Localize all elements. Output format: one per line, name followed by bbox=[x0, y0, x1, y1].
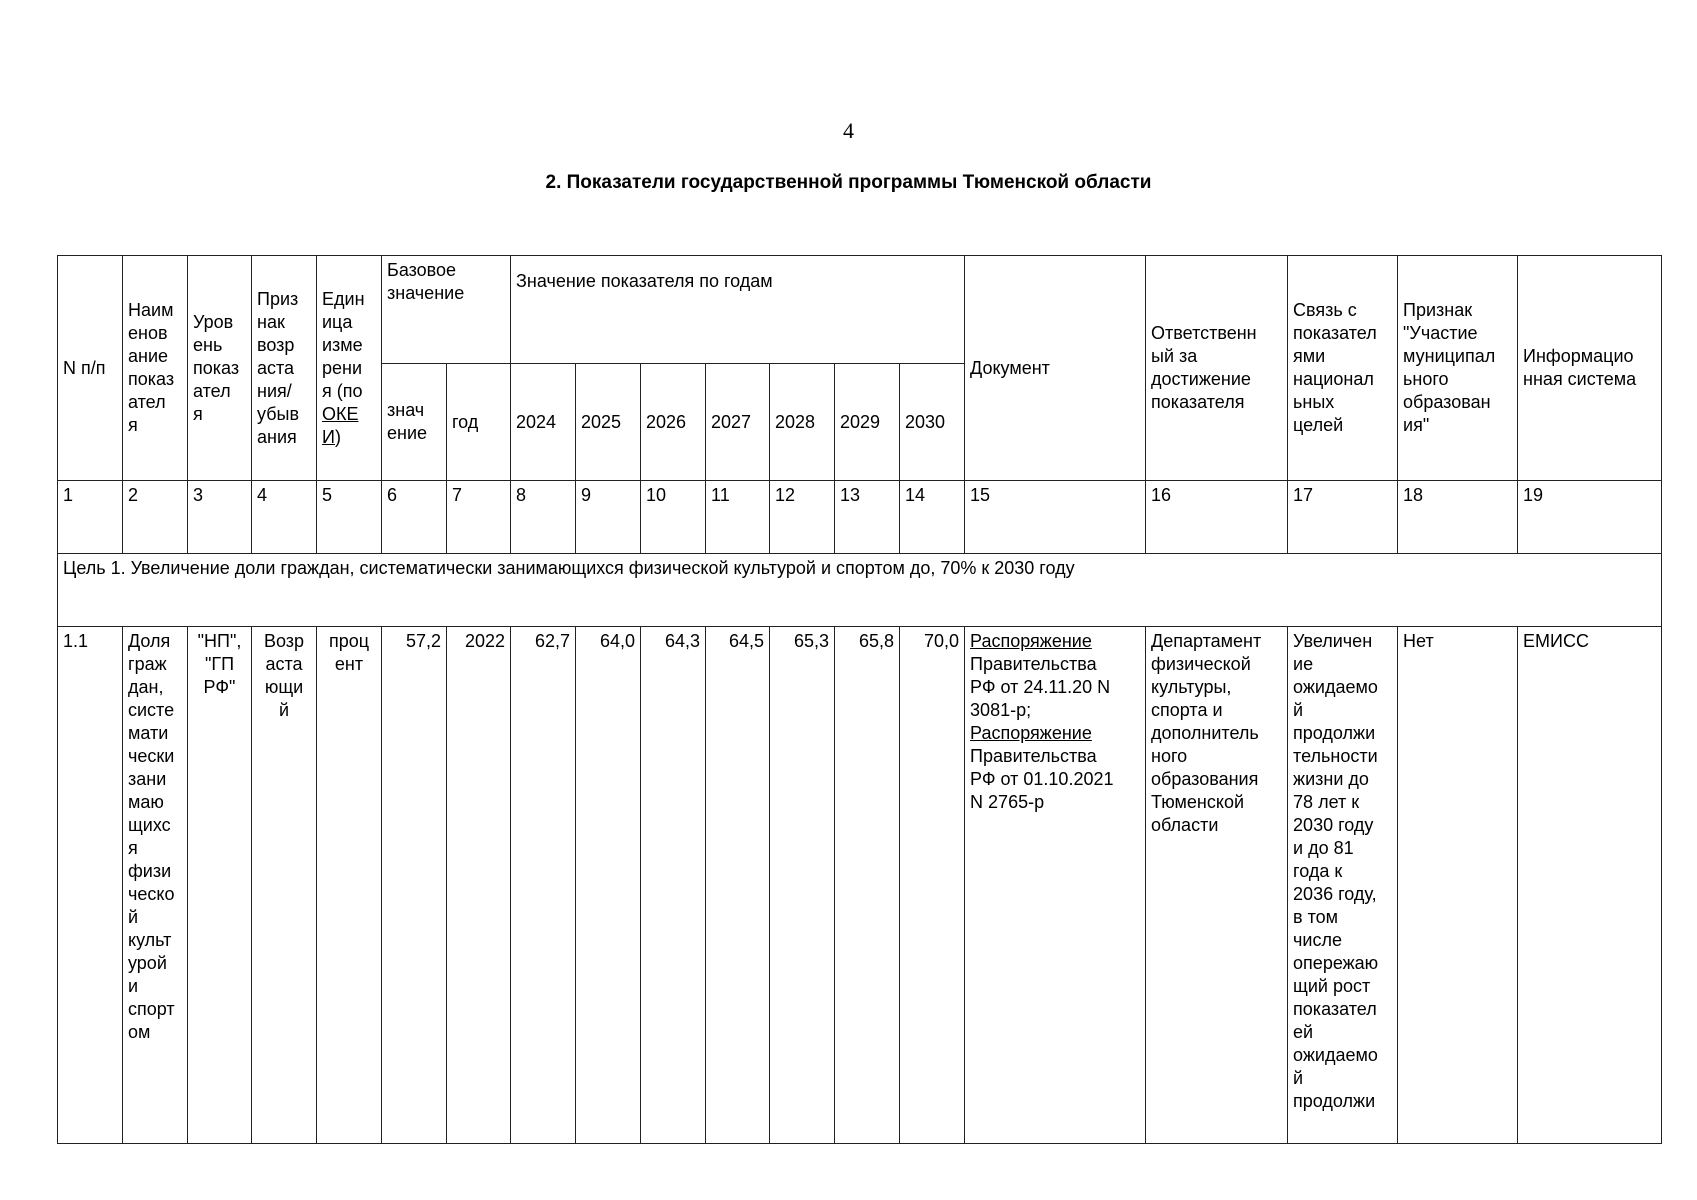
row-trend: Возр аста ющи й bbox=[252, 627, 317, 1144]
column-number: 4 bbox=[252, 481, 317, 554]
header-year: 2030 bbox=[900, 364, 965, 481]
document-text: Правительства РФ от 01.10.2021 N 2765-р bbox=[970, 746, 1114, 812]
row-name: Доля граж дан, систе мати чески зани маю щихс я физи ческо й культ урой и спорт ом bbox=[123, 627, 188, 1144]
header-municipal: Признак "Участие муниципал ьного образован ия" bbox=[1398, 256, 1518, 481]
header-year: 2025 bbox=[576, 364, 641, 481]
column-number: 16 bbox=[1146, 481, 1288, 554]
header-year: 2028 bbox=[770, 364, 835, 481]
row-info-system: ЕМИСС bbox=[1518, 627, 1662, 1144]
row-value-2028: 65,3 bbox=[770, 627, 835, 1144]
row-base-value: 57,2 bbox=[382, 627, 447, 1144]
document-link[interactable]: Распоряжение bbox=[970, 631, 1092, 651]
header-name: Наим енов ание показ ател я bbox=[123, 256, 188, 481]
column-number: 13 bbox=[835, 481, 900, 554]
column-number: 9 bbox=[576, 481, 641, 554]
okei-link[interactable]: ОКЕ И bbox=[322, 403, 359, 447]
row-document bbox=[965, 627, 1146, 1144]
header-year: 2027 bbox=[706, 364, 770, 481]
row-unit: проц ент bbox=[317, 627, 382, 1144]
column-number: 7 bbox=[447, 481, 511, 554]
row-value-2030: 70,0 bbox=[900, 627, 965, 1144]
header-years-group: Значение показателя по годам bbox=[511, 256, 965, 364]
indicators-table bbox=[57, 255, 1662, 1144]
document-link[interactable]: Распоряжение bbox=[970, 723, 1092, 743]
table-row bbox=[58, 627, 1662, 1144]
row-responsible: Департамент физической культуры, спорта и дополнитель ного образования Тюменской области bbox=[1146, 627, 1288, 1144]
header-level: Уров ень показ ател я bbox=[188, 256, 252, 481]
row-value-2024: 62,7 bbox=[511, 627, 576, 1144]
row-num: 1.1 bbox=[58, 627, 123, 1144]
header-num: N п/п bbox=[58, 256, 123, 481]
row-value-2027: 64,5 bbox=[706, 627, 770, 1144]
column-number: 1 bbox=[58, 481, 123, 554]
goal-row: Цель 1. Увеличение доли граждан, систематически занимающихся физической культурой и спортом до, 70% к 2030 году bbox=[58, 554, 1662, 627]
header-year: 2029 bbox=[835, 364, 900, 481]
column-number: 8 bbox=[511, 481, 576, 554]
header-trend: Приз нак возр аста ния/ убыв ания bbox=[252, 256, 317, 481]
header-year: 2026 bbox=[641, 364, 706, 481]
row-value-2029: 65,8 bbox=[835, 627, 900, 1144]
header-unit bbox=[317, 256, 382, 481]
row-level: "НП", "ГП РФ" bbox=[188, 627, 252, 1144]
header-info-system: Информацио нная система bbox=[1518, 256, 1662, 481]
column-number: 18 bbox=[1398, 481, 1518, 554]
column-number: 12 bbox=[770, 481, 835, 554]
header-unit-suffix: ) bbox=[334, 426, 341, 447]
column-number: 17 bbox=[1288, 481, 1398, 554]
column-number: 5 bbox=[317, 481, 382, 554]
row-value-2026: 64,3 bbox=[641, 627, 706, 1144]
column-number: 10 bbox=[641, 481, 706, 554]
document-text: Правительства РФ от 24.11.20 N 3081-р; bbox=[970, 654, 1111, 720]
row-value-2025: 64,0 bbox=[576, 627, 641, 1144]
row-national-goals: Увеличен ие ожидаемо й продолжи тельности жизни до 78 лет к 2030 году и до 81 года к 2036 году, в том числе опережаю щий рост показател ей ожидаемо й продолжи bbox=[1288, 627, 1398, 1144]
column-number: 14 bbox=[900, 481, 965, 554]
header-base-year: год bbox=[447, 364, 511, 481]
row-base-year: 2022 bbox=[447, 627, 511, 1144]
column-number: 6 bbox=[382, 481, 447, 554]
page-number: 4 bbox=[843, 118, 854, 143]
header-national-goals: Связь с показател ями национал ьных целей bbox=[1288, 256, 1398, 481]
column-number: 3 bbox=[188, 481, 252, 554]
header-year: 2024 bbox=[511, 364, 576, 481]
header-base-value: знач ение bbox=[382, 364, 447, 481]
column-number: 15 bbox=[965, 481, 1146, 554]
header-document: Документ bbox=[965, 256, 1146, 481]
column-number: 2 bbox=[123, 481, 188, 554]
header-base: Базовое значение bbox=[382, 256, 511, 364]
header-responsible: Ответственн ый за достижение показателя bbox=[1146, 256, 1288, 481]
row-municipal: Нет bbox=[1398, 627, 1518, 1144]
document-title: 2. Показатели государственной программы Тюменской области bbox=[545, 172, 1152, 193]
column-number: 11 bbox=[706, 481, 770, 554]
header-unit-prefix: Един ица изме рени я (по bbox=[322, 288, 365, 401]
column-number: 19 bbox=[1518, 481, 1662, 554]
